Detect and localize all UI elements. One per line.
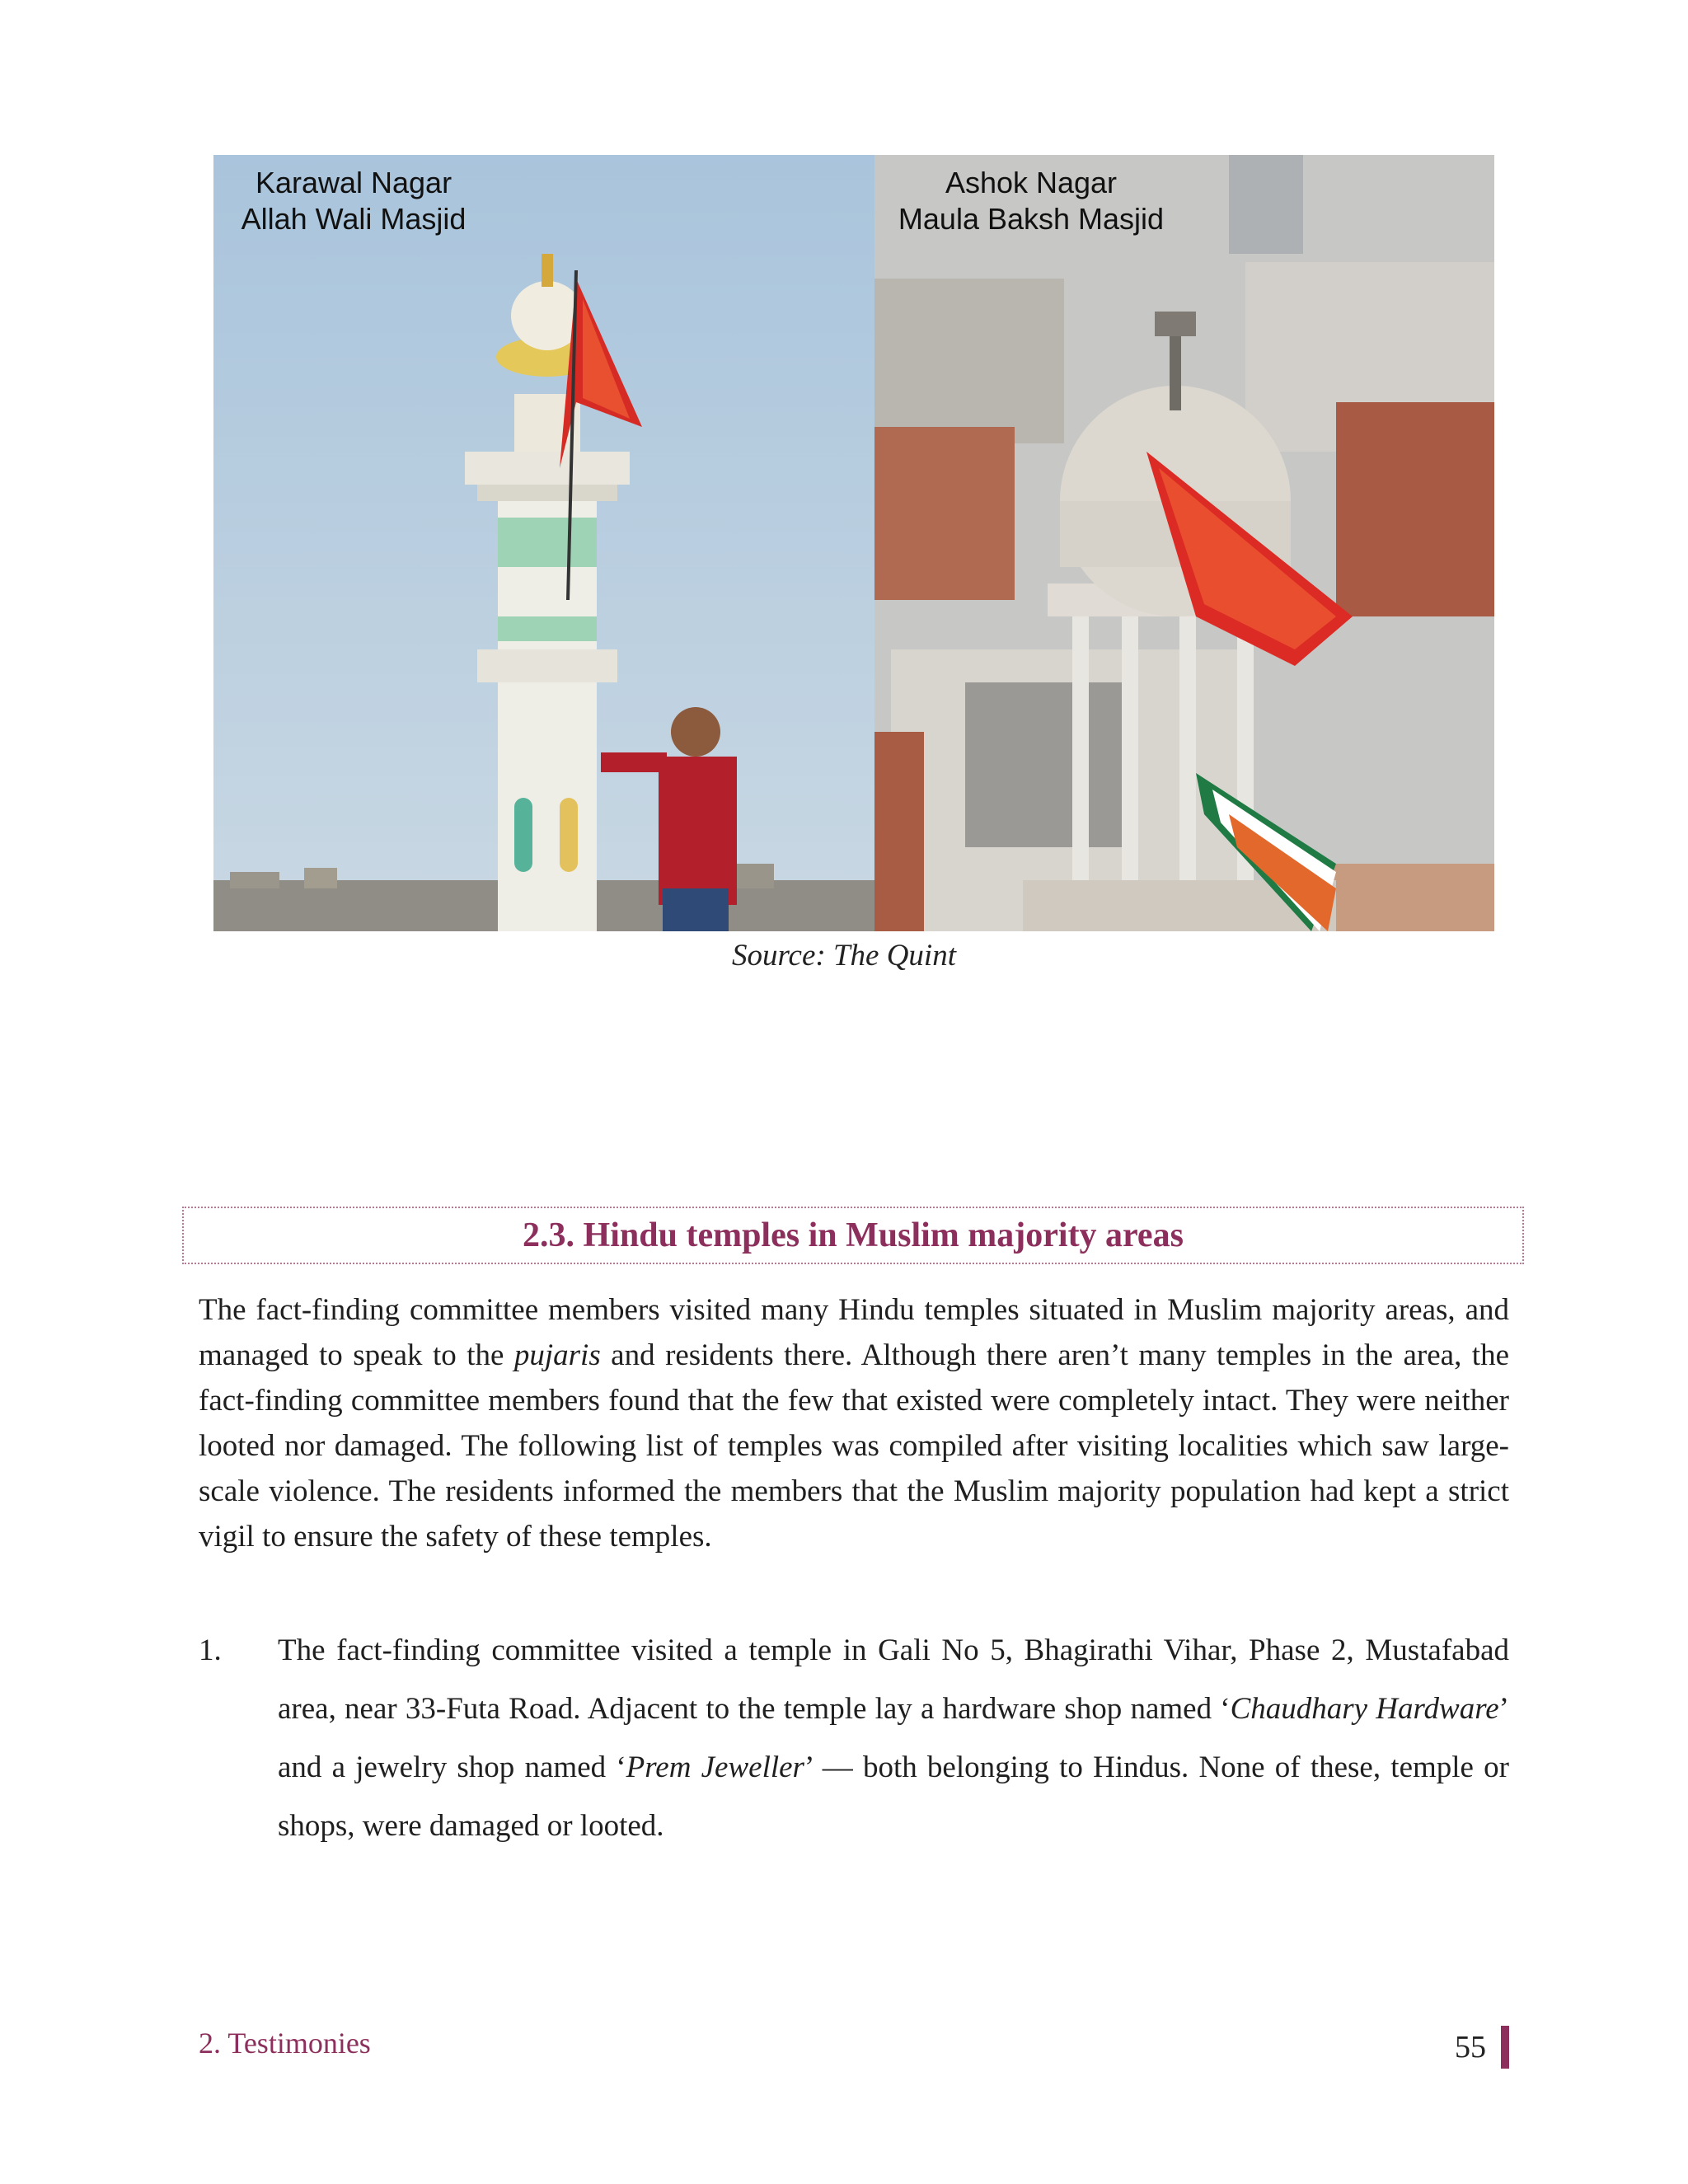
list-item-shop1: Chaudhary Hardware — [1230, 1692, 1499, 1726]
list-item-text — [278, 1621, 1509, 1855]
list-item-text-part2: ’ and a jewelry shop named ‘ — [278, 1692, 1509, 1784]
photo-karawal-nagar — [213, 155, 874, 931]
photo-figure — [213, 155, 1494, 931]
list-item-text-part3: ’ — both belonging to Hindus. None of these, temple or shops, were damaged or looted. — [278, 1750, 1509, 1843]
page-number: 55 — [1455, 2030, 1486, 2064]
left-photo-label-line2: Allah Wali Masjid — [241, 202, 467, 236]
right-photo-label — [874, 165, 1188, 237]
body-paragraph — [199, 1287, 1509, 1559]
left-photo-label-line1: Karawal Nagar — [255, 166, 452, 199]
right-photo-label-line2: Maula Baksh Masjid — [898, 202, 1165, 236]
section-title: 2.3. Hindu temples in Muslim majority areas — [523, 1216, 1184, 1254]
list-item-number: 1. — [199, 1633, 222, 1667]
paragraph-text-part1: The fact-finding committee members visited many Hindu temples situated in Muslim majority areas, and managed to speak to the — [199, 1293, 1509, 1372]
section-heading-box — [182, 1207, 1524, 1264]
paragraph-text-part2: and residents there. Although there aren’t many temples in the area, the fact-finding committee members found that the few that existed were completely intact. They were neither looted nor damaged. The following list of temples was compiled after visiting localities which saw large-scale violence. The residents informed the members that the Muslim majority population had kept a strict vigil to ensure the safety of these temples. — [199, 1338, 1509, 1554]
page-number-bar — [1501, 2026, 1509, 2069]
footer-page — [1455, 2026, 1509, 2069]
minaret-photo-image — [213, 155, 874, 931]
right-photo-label-line1: Ashok Nagar — [945, 166, 1118, 199]
photo-ashok-nagar — [874, 155, 1494, 931]
paragraph-emphasis: pujaris — [513, 1338, 601, 1372]
footer-chapter: 2. Testimonies — [199, 2027, 371, 2060]
figure-caption: Source: The Quint — [732, 939, 956, 972]
list-item-text-part1: The fact-finding committee visited a temple in Gali No 5, Bhagirathi Vihar, Phase 2, Mustafabad area, near 33-Futa Road. Adjacent to the temple lay a hardware shop named ‘ — [278, 1633, 1509, 1726]
list-item — [199, 1621, 1509, 1855]
dome-photo-image — [874, 155, 1494, 931]
left-photo-label — [213, 165, 494, 237]
list-item-shop2: Prem Jeweller — [626, 1750, 804, 1784]
